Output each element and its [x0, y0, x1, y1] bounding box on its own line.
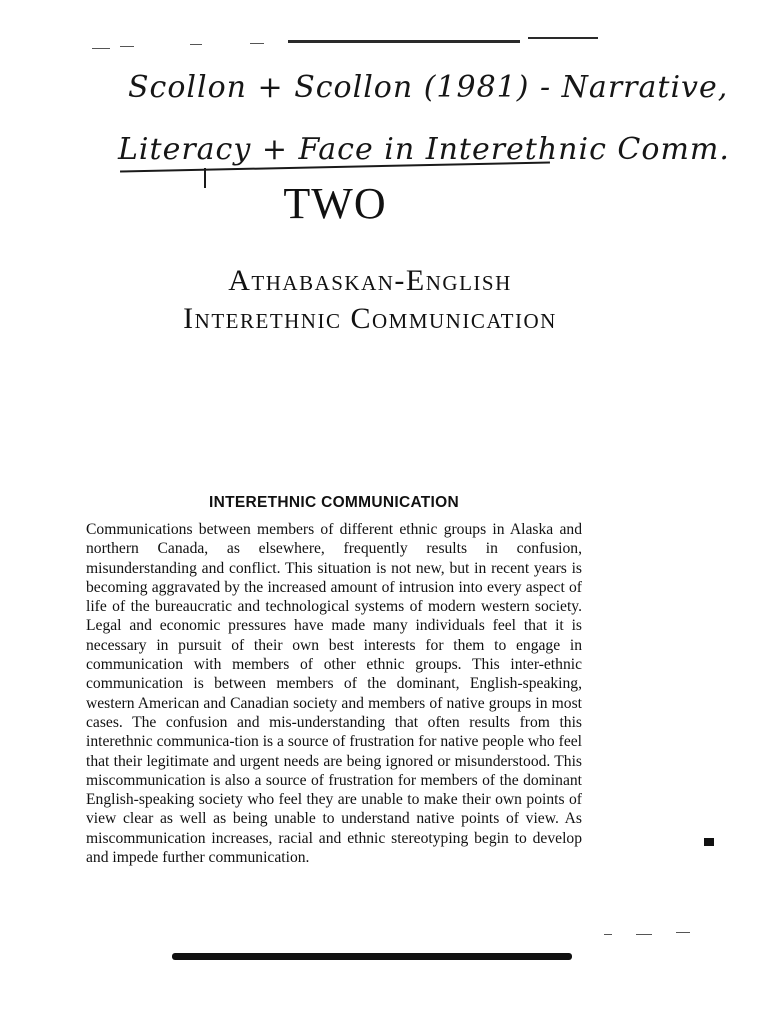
scan-artifact-dash — [604, 934, 612, 935]
scan-artifact-line — [528, 37, 598, 39]
scan-artifact-dash — [250, 43, 264, 44]
handwritten-note-line-2: Literacy + Face in Interethnic Comm. — [118, 132, 730, 167]
scan-artifact-dash — [120, 46, 134, 47]
chapter-number: TWO — [283, 179, 387, 228]
section-heading: INTERETHNIC COMMUNICATION — [208, 494, 460, 511]
chapter-title-line-2: Interethnic Communication — [183, 302, 557, 335]
bottom-rule — [172, 953, 572, 960]
body-paragraph: Communications between members of different ethnic groups in Alaska and northern Canada, as elsewhere, frequently results in confusion, misunderstanding and conflict. This situation is not new, but in recent years is becoming aggravated by the increased amount of intrusion into every aspect of life of the bureaucratic and technological systems of modern western society. Legal and economic pressures have made many individuals feel that it is necessary in pursuit of their own best interests for them to engage in communication with members of other ethnic groups. This inter-ethnic communication is between members of the dominant, English-speaking, western American and Canadian society and members of native groups in most cases. The confusion and mis-understanding that often results from this interethnic communica-tion is a source of frustration for native people who feel that their legitimate and urgent needs are being ignored or misunderstood. This miscommunication is also a source of frustration for members of the dominant English-speaking society who feel they are unable to make their own points of view clear as well as being unable to understand native points of view. As miscommunication increases, racial and ethnic stereotyping begin to develop and impede further communication. — [86, 521, 582, 867]
margin-mark — [704, 838, 714, 846]
scan-artifact-dash — [92, 48, 110, 49]
scan-artifact-dash — [636, 934, 652, 935]
chapter-title-line-1: Athabaskan-English — [228, 264, 512, 297]
scan-artifact-line — [288, 40, 520, 43]
handwritten-note-line-1: Scollon + Scollon (1981) - Narrative, — [128, 70, 729, 105]
chapter-title — [60, 262, 680, 338]
scan-artifact-dash — [676, 932, 690, 933]
scan-artifact-dash — [190, 44, 202, 45]
